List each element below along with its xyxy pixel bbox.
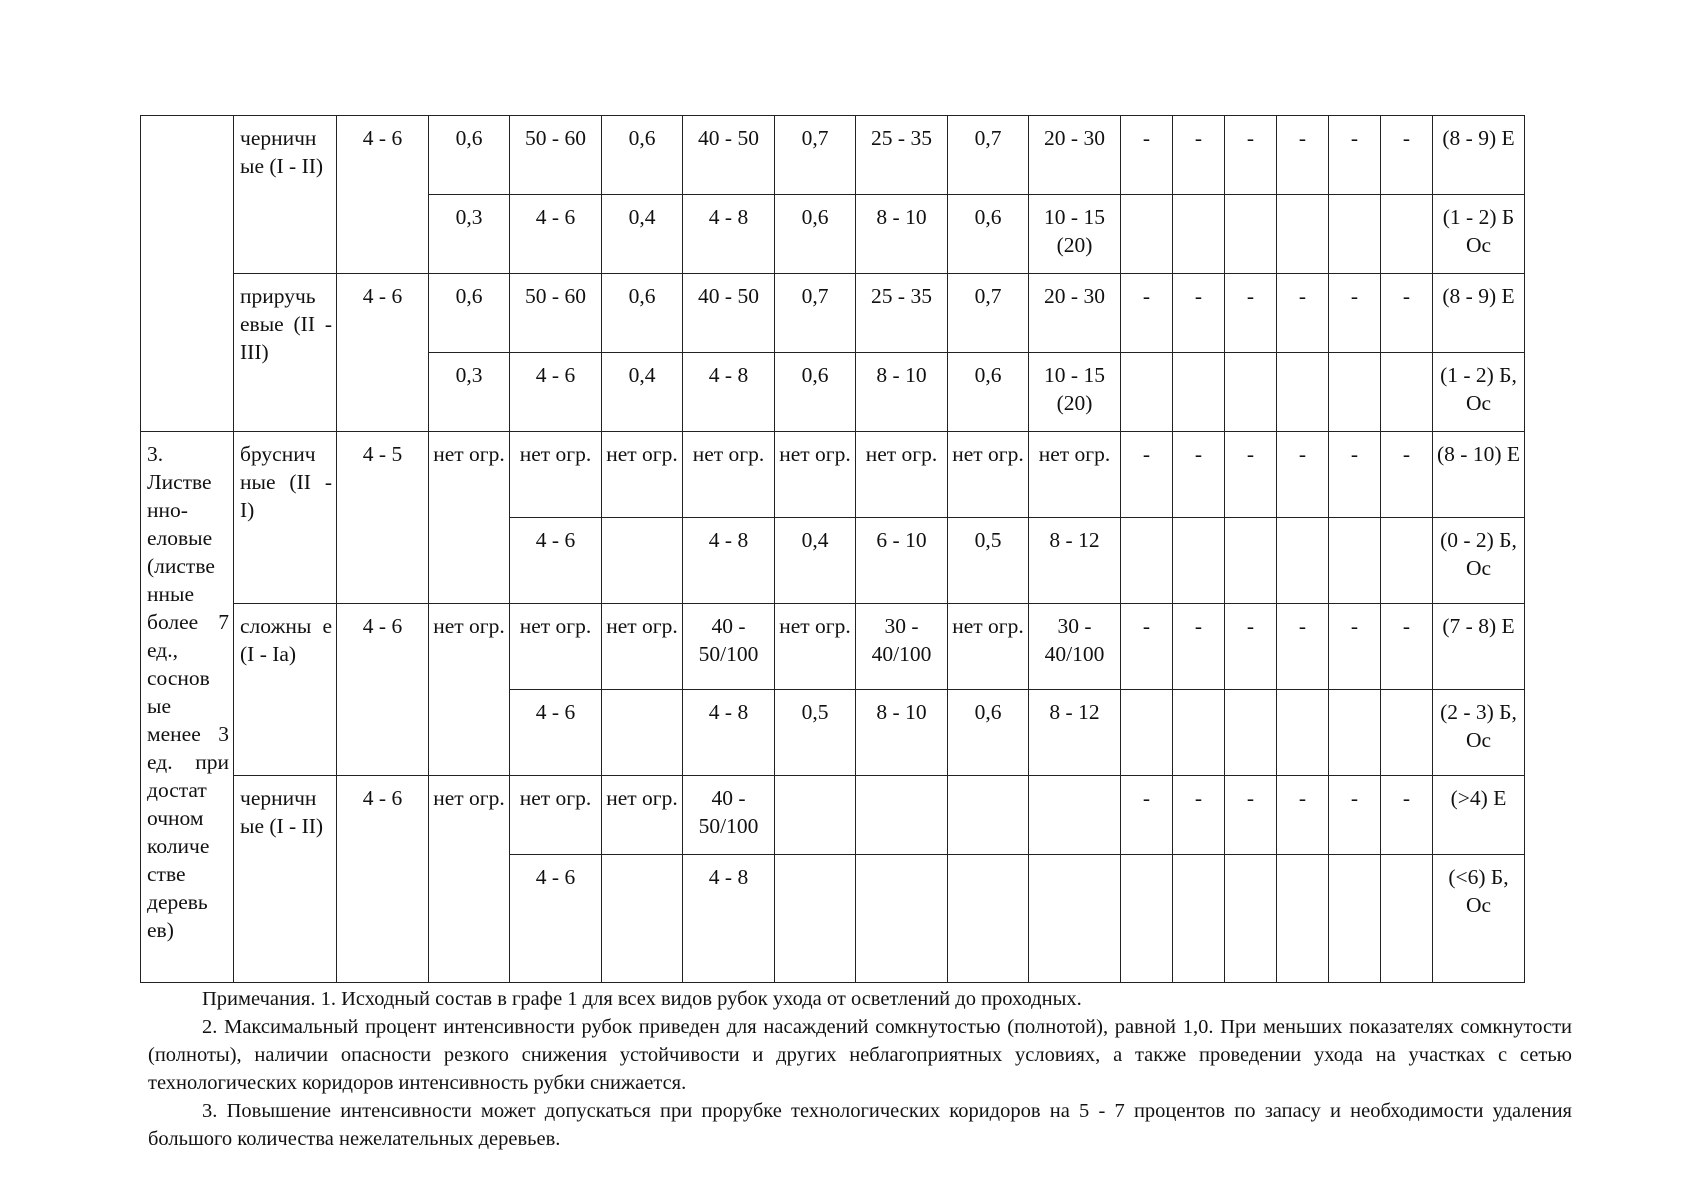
value-cell: нет огр.: [510, 432, 602, 518]
value-cell: -: [1277, 116, 1329, 195]
value-cell: (2 - 3) Б, Ос: [1433, 690, 1525, 776]
value-cell: [775, 855, 856, 983]
value-cell: нет огр.: [775, 432, 856, 518]
value-cell: -: [1381, 604, 1433, 690]
value-cell: 0,7: [775, 116, 856, 195]
value-cell: (0 - 2) Б, Ос: [1433, 518, 1525, 604]
value-cell: [1277, 353, 1329, 432]
value-cell: 40 - 50/100: [683, 604, 775, 690]
value-cell: (7 - 8) Е: [1433, 604, 1525, 690]
value-cell: нет огр.: [683, 432, 775, 518]
value-cell: 0,4: [602, 353, 683, 432]
value-cell: 0,5: [948, 518, 1029, 604]
forestry-table: [140, 115, 1525, 983]
group-3-label: 3. Листве нно-еловые (листве нные более 7 ед., соснов ые менее 3 ед. при достат очном количе стве деревь ев): [141, 432, 234, 983]
value-cell: 4 - 8: [683, 690, 775, 776]
value-cell: -: [1329, 604, 1381, 690]
table-row: [141, 604, 1525, 690]
age-cell: 4 - 5: [337, 432, 429, 604]
value-cell: -: [1381, 116, 1433, 195]
value-cell: [602, 690, 683, 776]
value-cell: 50 - 60: [510, 274, 602, 353]
value-cell: 40 - 50: [683, 116, 775, 195]
value-cell: 4 - 6: [510, 353, 602, 432]
age-cell: 4 - 6: [337, 776, 429, 983]
value-cell: 0,6: [775, 353, 856, 432]
value-cell: 0,6: [948, 690, 1029, 776]
value-cell: -: [1173, 116, 1225, 195]
value-cell: [1173, 195, 1225, 274]
value-cell: -: [1173, 274, 1225, 353]
value-cell: 0,5: [775, 690, 856, 776]
value-cell: 0,7: [775, 274, 856, 353]
value-cell: -: [1225, 116, 1277, 195]
value-cell: 4 - 6: [510, 855, 602, 983]
value-cell: 8 - 10: [856, 353, 948, 432]
value-cell: 4 - 8: [683, 353, 775, 432]
value-cell: 20 - 30: [1029, 274, 1121, 353]
value-cell: -: [1381, 432, 1433, 518]
value-cell: 0,7: [948, 116, 1029, 195]
note-2: 2. Максимальный процент интенсивности рубок приведен для насаждений сомкнутостью (полнотой), равной 1,0. При меньших показателях сомкнутости (полноты), наличии опасности резкого снижения устойчивости и других неблагоприятных условиях, а также проведении ухода на участках с сетью технологических коридоров интенсивность рубки снижается.: [148, 1016, 1572, 1094]
value-cell: [1381, 195, 1433, 274]
value-cell: [948, 776, 1029, 855]
value-cell: 8 - 10: [856, 195, 948, 274]
value-cell: 4 - 6: [510, 690, 602, 776]
value-cell: -: [1277, 274, 1329, 353]
value-cell: [1329, 855, 1381, 983]
table-row: [141, 432, 1525, 518]
value-cell: 0,6: [602, 274, 683, 353]
age-cell: 4 - 6: [337, 116, 429, 274]
value-cell: нет огр.: [510, 604, 602, 690]
value-cell: нет огр.: [602, 776, 683, 855]
value-cell: -: [1277, 776, 1329, 855]
value-cell: нет огр.: [510, 776, 602, 855]
value-cell: -: [1225, 604, 1277, 690]
value-cell: нет огр.: [775, 604, 856, 690]
value-cell: 4 - 8: [683, 855, 775, 983]
value-cell: -: [1329, 432, 1381, 518]
value-cell: 0,4: [602, 195, 683, 274]
value-cell: 6 - 10: [856, 518, 948, 604]
value-cell: [1225, 690, 1277, 776]
value-cell: [1277, 518, 1329, 604]
value-cell: [948, 855, 1029, 983]
value-cell: (<6) Б, Ос: [1433, 855, 1525, 983]
value-cell: -: [1121, 116, 1173, 195]
value-cell: 20 - 30: [1029, 116, 1121, 195]
value-cell: 8 - 12: [1029, 518, 1121, 604]
value-cell: -: [1225, 432, 1277, 518]
value-cell: [1381, 690, 1433, 776]
value-cell: [602, 518, 683, 604]
age-cell: 4 - 6: [337, 274, 429, 432]
value-cell: 40 - 50/100: [683, 776, 775, 855]
value-cell: 4 - 6: [510, 518, 602, 604]
value-cell: нет огр.: [1029, 432, 1121, 518]
value-cell: 0,7: [948, 274, 1029, 353]
value-cell: 0,6: [775, 195, 856, 274]
value-cell: 0,3: [429, 353, 510, 432]
value-cell: 4 - 8: [683, 195, 775, 274]
value-cell: -: [1381, 776, 1433, 855]
value-cell: [602, 855, 683, 983]
value-cell: 0,6: [429, 274, 510, 353]
value-cell: [1121, 353, 1173, 432]
table-row: [141, 274, 1525, 353]
forest-type-cell: сложны е (I - Ia): [234, 604, 337, 776]
value-cell: [856, 776, 948, 855]
value-cell: -: [1173, 432, 1225, 518]
value-cell: [1381, 855, 1433, 983]
value-cell: [1277, 690, 1329, 776]
value-cell: [1381, 518, 1433, 604]
table-row: [141, 776, 1525, 855]
value-cell: 0,6: [602, 116, 683, 195]
value-cell: -: [1277, 604, 1329, 690]
value-cell: [1121, 855, 1173, 983]
value-cell: [1029, 776, 1121, 855]
value-cell: [1329, 195, 1381, 274]
value-cell: [1173, 855, 1225, 983]
value-cell: 10 - 15 (20): [1029, 195, 1121, 274]
value-cell: 30 - 40/100: [856, 604, 948, 690]
value-cell: -: [1121, 776, 1173, 855]
density-merged-cell: нет огр.: [429, 776, 510, 983]
value-cell: 10 - 15 (20): [1029, 353, 1121, 432]
value-cell: [1225, 518, 1277, 604]
value-cell: [856, 855, 948, 983]
value-cell: 0,3: [429, 195, 510, 274]
value-cell: 0,6: [429, 116, 510, 195]
value-cell: нет огр.: [856, 432, 948, 518]
value-cell: [775, 776, 856, 855]
value-cell: [1173, 690, 1225, 776]
value-cell: -: [1329, 116, 1381, 195]
value-cell: 4 - 8: [683, 518, 775, 604]
table-row: [141, 116, 1525, 195]
value-cell: [1173, 518, 1225, 604]
value-cell: -: [1173, 776, 1225, 855]
value-cell: [1173, 353, 1225, 432]
value-cell: нет огр.: [948, 604, 1029, 690]
value-cell: 40 - 50: [683, 274, 775, 353]
value-cell: (8 - 9) Е: [1433, 274, 1525, 353]
note-1: Примечания. 1. Исходный состав в графе 1 для всех видов рубок ухода от осветлений до проходных.: [202, 988, 1082, 1010]
forest-type-cell: черничн ые (I - II): [234, 116, 337, 274]
value-cell: 25 - 35: [856, 274, 948, 353]
density-merged-cell: нет огр.: [429, 604, 510, 776]
value-cell: (1 - 2) Б, Ос: [1433, 353, 1525, 432]
value-cell: [1329, 518, 1381, 604]
value-cell: [1277, 195, 1329, 274]
forest-type-cell: приручь евые (II - III): [234, 274, 337, 432]
value-cell: -: [1381, 274, 1433, 353]
note-3: 3. Повышение интенсивности может допускаться при прорубке технологических коридоров на 5 - 7 процентов по запасу и необходимости удаления большого количества нежелательных деревьев.: [148, 1100, 1572, 1150]
value-cell: -: [1121, 274, 1173, 353]
density-merged-cell: нет огр.: [429, 432, 510, 604]
value-cell: (>4) Е: [1433, 776, 1525, 855]
value-cell: нет огр.: [602, 604, 683, 690]
value-cell: (8 - 9) Е: [1433, 116, 1525, 195]
value-cell: 30 - 40/100: [1029, 604, 1121, 690]
forest-type-cell: бруснич ные (II - I): [234, 432, 337, 604]
value-cell: [1329, 353, 1381, 432]
value-cell: нет огр.: [948, 432, 1029, 518]
value-cell: 0,6: [948, 195, 1029, 274]
value-cell: -: [1329, 274, 1381, 353]
value-cell: -: [1225, 274, 1277, 353]
value-cell: 0,6: [948, 353, 1029, 432]
value-cell: 4 - 6: [510, 195, 602, 274]
value-cell: 8 - 12: [1029, 690, 1121, 776]
forest-type-cell: черничн ые (I - II): [234, 776, 337, 983]
value-cell: [1225, 353, 1277, 432]
age-cell: 4 - 6: [337, 604, 429, 776]
value-cell: [1225, 855, 1277, 983]
value-cell: [1329, 690, 1381, 776]
value-cell: [1029, 855, 1121, 983]
value-cell: 50 - 60: [510, 116, 602, 195]
value-cell: [1277, 855, 1329, 983]
value-cell: -: [1121, 604, 1173, 690]
value-cell: -: [1121, 432, 1173, 518]
value-cell: (8 - 10) Е: [1433, 432, 1525, 518]
value-cell: нет огр.: [602, 432, 683, 518]
value-cell: 25 - 35: [856, 116, 948, 195]
notes-section: [148, 985, 1572, 1153]
value-cell: -: [1329, 776, 1381, 855]
value-cell: -: [1173, 604, 1225, 690]
value-cell: [1121, 518, 1173, 604]
value-cell: -: [1277, 432, 1329, 518]
value-cell: [1121, 195, 1173, 274]
value-cell: 8 - 10: [856, 690, 948, 776]
value-cell: (1 - 2) Б Ос: [1433, 195, 1525, 274]
value-cell: [1381, 353, 1433, 432]
group-cell-blank: [141, 116, 234, 432]
value-cell: -: [1225, 776, 1277, 855]
value-cell: 0,4: [775, 518, 856, 604]
value-cell: [1121, 690, 1173, 776]
value-cell: [1225, 195, 1277, 274]
